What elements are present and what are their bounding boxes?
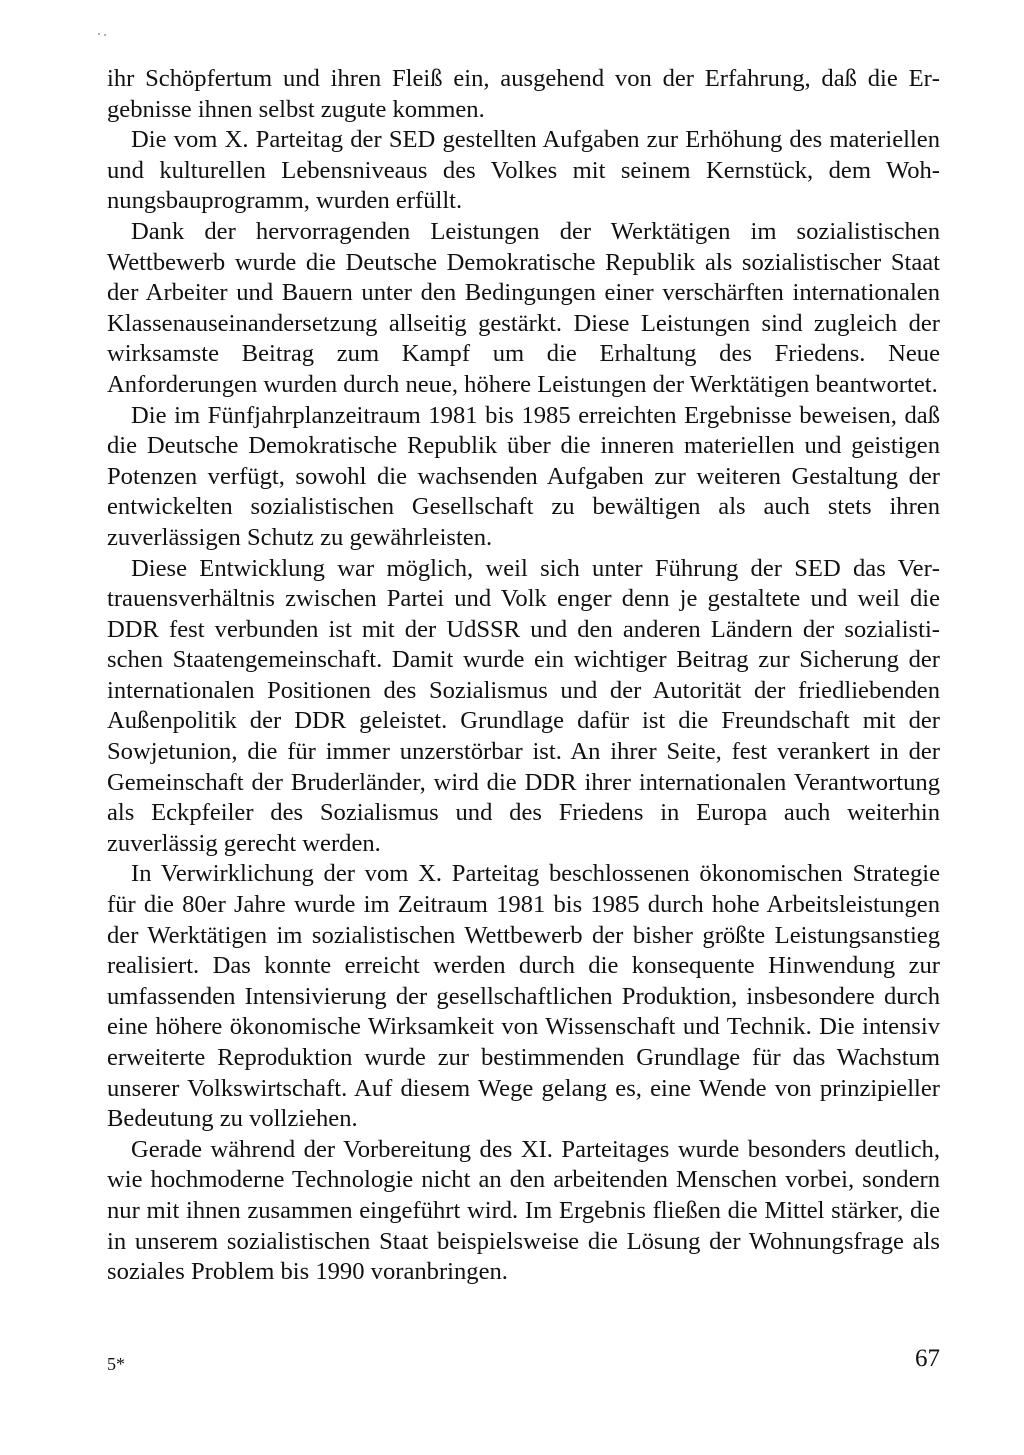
paragraph-6: In Verwirklichung der vom X. Parteitag beschlossenen ökonomischen Strategie für die 80er Jahre wurde im Zeitraum 1981 bis 1985 durch hohe Arbeitsleistungen der Werktätigen im sozialistischen Wettbewerb der bisher größte Leistungsanstieg realisiert. Das konnte erreicht werden durch die konsequente Hinwendung zur umfassenden Intensivierung der gesellschaftlichen Produktion, insbesondere durch eine höhere ökonomische Wirksamkeit von Wissenschaft und Technik. Die intensiv erweiterte Reproduktion wurde zur bestimmenden Grundlage für das Wachstum unserer Volkswirtschaft. Auf diesem Wege gelang es, eine Wende von prinzipieller Bedeutung zu vollziehen. xyxy=(107,860,940,1133)
page-number: 67 xyxy=(915,1345,940,1372)
page-body xyxy=(107,64,940,1288)
scan-specks xyxy=(98,33,108,37)
paragraph-1: ihr Schöpfertum und ihren Fleiß ein, ausgehend von der Erfahrung, daß die Ergebnisse ihnen selbst zugute kommen. xyxy=(107,65,940,123)
paragraph-4: Die im Fünfjahrplanzeitraum 1981 bis 1985 erreichten Ergebnisse beweisen, daß die Deutsche Demokratische Republik über die inneren materiellen und geistigen Potenzen verfügt, sowohl die wachsenden Aufgaben zur weiteren Gestaltung der entwickelten sozialistischen Gesellschaft zu bewältigen als auch stets ihren zuverlässigen Schutz zu gewährleisten. xyxy=(107,401,940,551)
paragraph-5: Diese Entwicklung war möglich, weil sich unter Führung der SED das Vertrauensverhältnis zwischen Partei und Volk enger denn je gestaltete und weil die DDR fest verbunden ist mit der UdSSR und den anderen Ländern der sozialistischen Staatengemeinschaft. Damit wurde ein wichtiger Beitrag zur Sicherung der internationalen Positionen des Sozialismus und der Autorität der friedliebenden Außenpolitik der DDR geleistet. Grundlage dafür ist die Freundschaft mit der Sowjetunion, die für immer unzerstörbar ist. An ihrer Seite, fest verankert in der Gemeinschaft der Bruderländer, wird die DDR ihrer internationalen Verantwortung als Eckpfeiler des Sozialismus und des Friedens in Europa auch weiterhin zuverlässig gerecht werden. xyxy=(107,554,940,857)
paragraph-3: Dank der hervorragenden Leistungen der Werktätigen im sozialistischen Wettbewerb wurde die Deutsche Demokratische Republik als sozialistischer Staat der Arbeiter und Bauern unter den Bedingungen einer verschärften internationalen Klassenauseinandersetzung allseitig gestärkt. Diese Leistungen sind zugleich der wirksamste Beitrag zum Kampf um die Erhaltung des Friedens. Neue Anforderungen wurden durch neue, höhere Leistungen der Werktätigen beantwortet. xyxy=(107,217,940,398)
paragraph-2: Die vom X. Parteitag der SED gestellten Aufgaben zur Erhöhung des materiellen und kulturellen Lebensniveaus des Volkes mit seinem Kernstück, dem Wohnungsbauprogramm, wurden erfüllt. xyxy=(107,126,940,215)
paragraph-7: Gerade während der Vorbereitung des XI. Parteitages wurde besonders deutlich, wie hochmoderne Technologie nicht an den arbeitenden Menschen vorbei, sondern nur mit ihnen zusammen eingeführt wird. Im Ergebnis fließen die Mittel stärker, die in unserem sozialistischen Staat beispielsweise die Lösung der Wohnungsfrage als soziales Problem bis 1990 voranbringen. xyxy=(107,1135,940,1286)
signature-mark: 5* xyxy=(107,1354,125,1374)
